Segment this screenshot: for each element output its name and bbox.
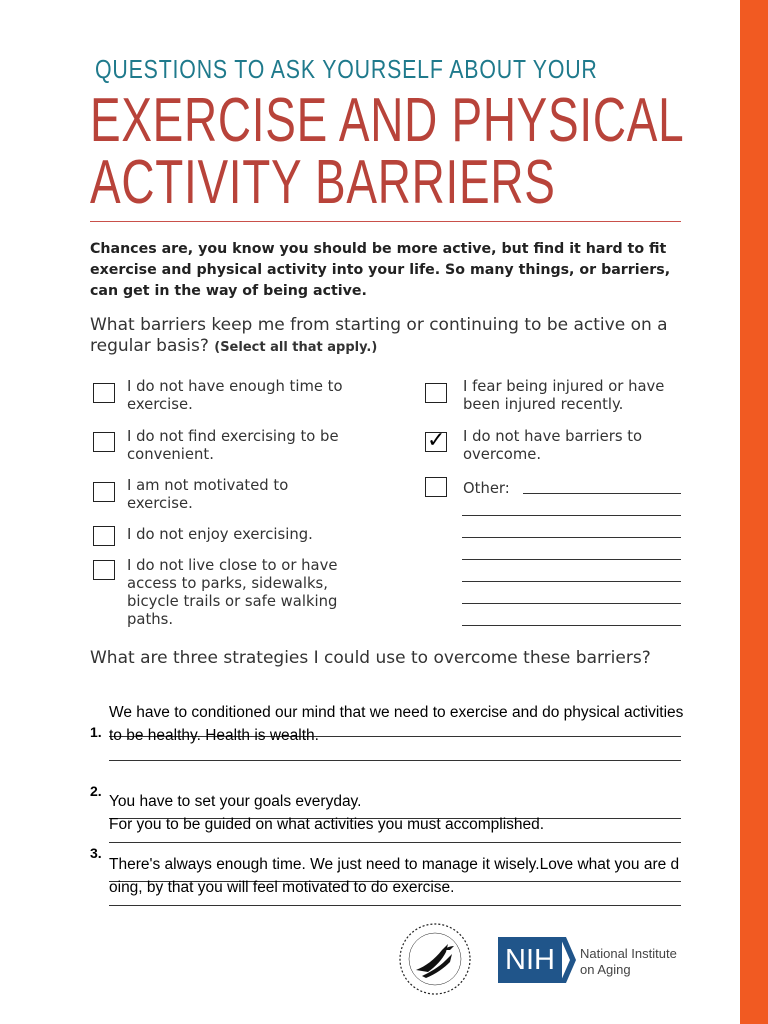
- option-not-enough-time-label: I do not have enough time to exercise.: [127, 378, 343, 413]
- answer-3-number: 3.: [90, 845, 102, 861]
- answer-3-text[interactable]: There's always enough time. We just need to manage it wisely.Love what you are doing, by that you will feel motivated to do exercise.: [109, 856, 680, 896]
- answer-2-number: 2.: [90, 783, 102, 799]
- intro-paragraph: Chances are, you know you should be more active, but find it hard to fit exercise and physical activity into your life. So many things, or barriers, can get in the way of being active.: [90, 241, 671, 299]
- answer-2-text-line2: For you to be guided on what activities you must accomplished.: [109, 816, 545, 833]
- checkbox-other[interactable]: [425, 477, 447, 497]
- answer-2-text-line1: You have to set your goals everyday.: [109, 793, 362, 810]
- answer-1-text[interactable]: We have to conditioned our mind that we need to exercise and do physical activities to be healthy. Health is wealth.: [109, 704, 684, 744]
- answer-3-line: [109, 905, 681, 906]
- nih-chevron-icon: [560, 937, 576, 983]
- checkbox-not-enjoy[interactable]: [93, 526, 115, 546]
- strategies-question: What are three strategies I could use to overcome these barriers?: [90, 648, 651, 668]
- checkbox-not-enough-time[interactable]: [93, 383, 115, 403]
- answer-1-line: [109, 760, 681, 761]
- option-no-barriers-label: I do not have barriers to overcome.: [463, 428, 643, 463]
- side-accent-bar: [740, 0, 768, 1024]
- page-subtitle: QUESTIONS TO ASK YOURSELF ABOUT YOUR: [95, 54, 598, 84]
- checkbox-not-convenient[interactable]: [93, 432, 115, 452]
- option-not-convenient-label: I do not find exercising to be convenient.: [127, 428, 339, 463]
- checkbox-no-access[interactable]: [93, 560, 115, 580]
- other-write-line[interactable]: [462, 515, 681, 516]
- other-write-line[interactable]: [462, 581, 681, 582]
- checkbox-not-motivated[interactable]: [93, 482, 115, 502]
- option-not-motivated-label: I am not motivated to exercise.: [127, 477, 289, 512]
- checkbox-fear-injury[interactable]: [425, 383, 447, 403]
- checkmark-icon: ✓: [427, 428, 446, 453]
- title-divider: [90, 221, 681, 222]
- option-fear-injury-label: I fear being injured or have been injured recently.: [463, 378, 665, 413]
- option-other-label: Other:: [463, 480, 510, 497]
- answer-2-line: [109, 842, 681, 843]
- barriers-question-text: What barriers keep me from starting or continuing to be active on a regular basis?: [90, 315, 668, 356]
- nia-line1: National Institute: [580, 946, 677, 961]
- nih-logo: NIH: [498, 937, 562, 983]
- other-write-line[interactable]: [462, 625, 681, 626]
- checkbox-no-barriers[interactable]: [425, 428, 447, 453]
- nia-logo-text: [580, 946, 677, 978]
- nia-line2: on Aging: [580, 962, 631, 977]
- other-input-line[interactable]: [523, 493, 681, 494]
- select-all-hint: (Select all that apply.): [214, 340, 378, 355]
- page-title-line1: EXERCISE AND PHYSICAL: [90, 86, 685, 155]
- barriers-question: [90, 315, 700, 358]
- answer-1-number: 1.: [90, 724, 102, 740]
- other-write-line[interactable]: [462, 537, 681, 538]
- page-title-line2: ACTIVITY BARRIERS: [90, 148, 556, 217]
- other-write-line[interactable]: [462, 603, 681, 604]
- option-not-enjoy-label: I do not enjoy exercising.: [127, 526, 313, 543]
- hhs-seal-icon: [398, 922, 472, 996]
- answer-2-text[interactable]: [109, 790, 684, 836]
- option-no-access-label: I do not live close to or have access to parks, sidewalks, bicycle trails or safe walking paths.: [127, 557, 338, 628]
- other-write-line[interactable]: [462, 559, 681, 560]
